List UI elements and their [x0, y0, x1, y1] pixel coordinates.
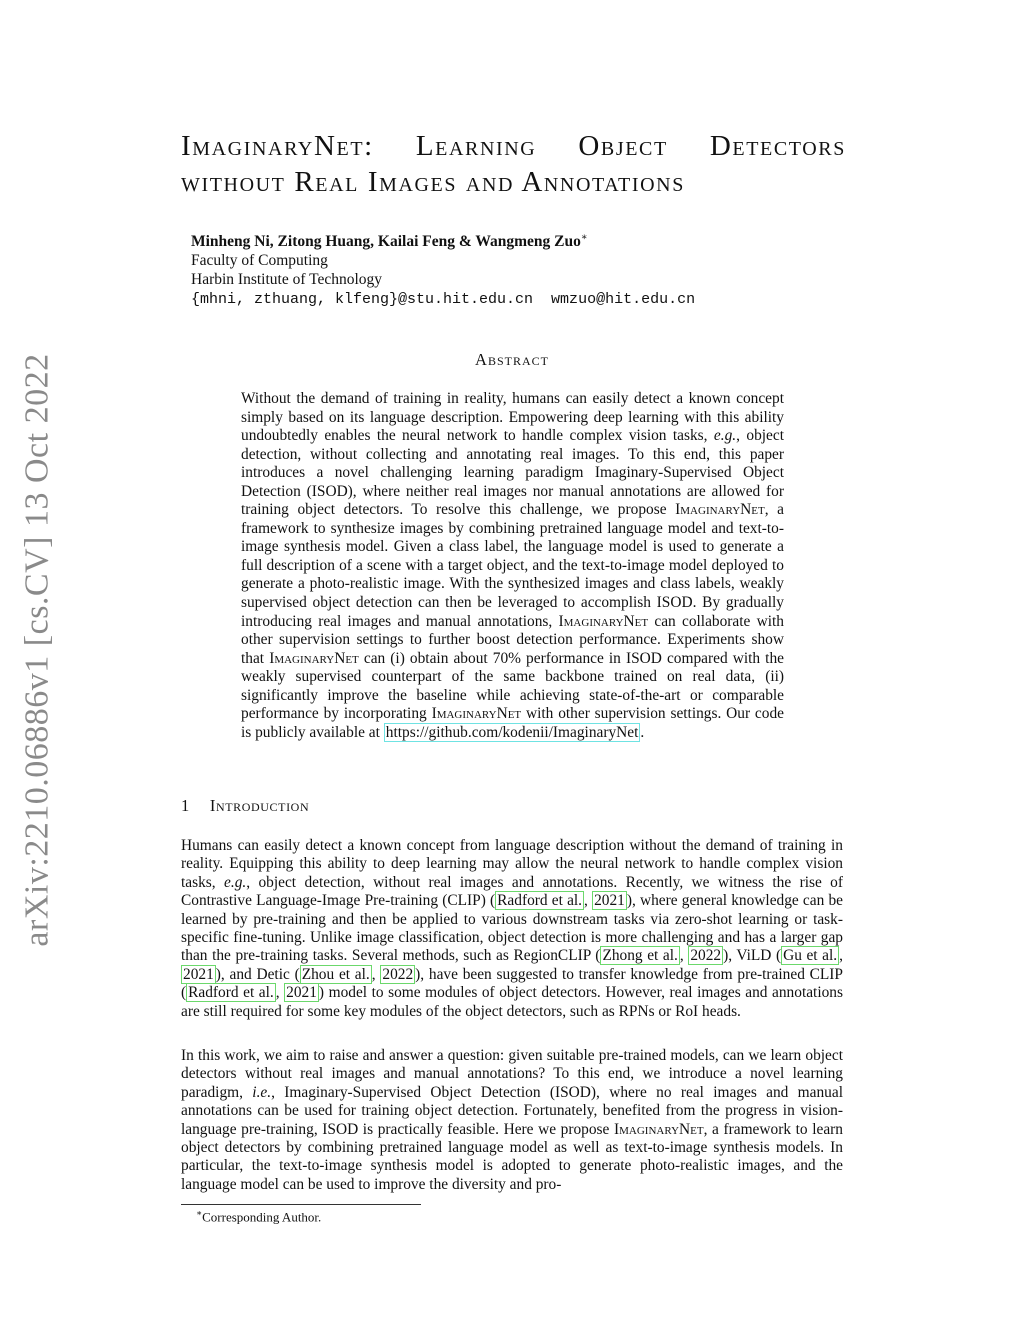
abstract-text: Without the demand of training in reality, humans can easily detect a known concept simply based on its language description. Empowering deep learning with this ability undoubtedly enables the neural network to handle complex vision tasks, e.g., object detection, without collecting and annotating real images. To this end, this paper introduces a novel challenging learning paradigm Imaginary-Supervised Object Detection (ISOD), where neither real images nor manual annotations are allowed for training object detectors. To resolve this challenge, we propose ImaginaryNet, a framework to synthesize images by combining pretrained language model and text-to-image synthesis model. Given a class label, the language model is used to generate a full description of a scene with a target object, and the text-to-image model deployed to generate a photo-realistic image. With the synthesized images and class labels, weakly supervised object detection can then be leveraged to accomplish ISOD. By gradually introducing real images and manual annotations, ImaginaryNet can collaborate with other supervision settings to further boost detection performance. Experiments show that ImaginaryNet can (i) obtain about 70% performance in ISOD compared with the weakly supervised counterpart of the same backbone trained on real data, (ii) significantly improve the baseline while achieving state-of-the-art or comparable performance by incorporating ImaginaryNet with other supervision settings. Our code is publicly available at https://github.com/kodenii/ImaginaryNet .	[241, 390, 785, 741]
arxiv-id: arXiv:2210.06886v1 [cs.CV] 13 Oct 2022	[19, 353, 56, 947]
citation-link[interactable]: Gu et al.	[783, 947, 838, 965]
intro-paragraph-1: Humans can easily detect a known concept from language description without the demand of training in reality. Equipping this ability to deep learning may allow the neural network to handle complex vision tasks, e.g., object detection, without real images and annotations. Recently, we witness the rise of Contrastive Language-Image Pre-training (CLIP) ( Radford et al. , 2021 ), where general knowledge can be learned by pre-training and then be applied to various downstream tasks via zero-shot learning or task-specific fine-tuning. Unlike image classification, object detection is more challenging and has a larger gap than the pre-training tasks. Several methods, such as RegionCLIP ( Zhong et al. , 2022 ), ViLD ( Gu et al. , 2021 ), and Detic ( Zhou et al. , 2022 ), have been suggested to transfer knowledge from pre-trained CLIP ( Radford et al. , 2021 ) model to some modules of object detectors. However, real images and annotations are still required for some key modules of the object detectors, such as RPNs or RoI heads.	[181, 837, 843, 1020]
section-number: 1	[181, 796, 190, 815]
intro-paragraph-2: In this work, we aim to raise and answer a question: given suitable pre-trained models, can we learn object detectors without real images and manual annotations? To this end, we introduce a novel learning paradigm, i.e., Imaginary-Supervised Object Detection (ISOD), where no real images and manual annotations can be used for training object detection. Fortunately, benefited from the progress in vision-language pre-training, ISOD is practically feasible. Here we propose ImaginaryNet, a framework to learn object detectors by combining pretrained language model as well as text-to-image synthesis models. In particular, the text-to-image synthesis model is adopted to generate photo-realistic images, and the language model can be used to improve the diversity and pro-	[181, 1047, 843, 1193]
citation-link[interactable]: Zhou et al.	[301, 965, 370, 983]
method-name: ImaginaryNet	[431, 705, 522, 723]
citation-link[interactable]: Zhong et al.	[602, 947, 678, 965]
method-name: ImaginaryNet	[675, 501, 765, 519]
citation-year-link[interactable]: 2021	[183, 965, 214, 983]
citation-year-link[interactable]: 2022	[690, 947, 722, 965]
citation-year-link[interactable]: 2021	[286, 984, 317, 1002]
author-institute: Harbin Institute of Technology	[191, 271, 383, 289]
footnote-text: Corresponding Author.	[202, 1209, 322, 1225]
method-name: ImaginaryNet	[614, 1120, 704, 1138]
section-title: Introduction	[209, 796, 310, 815]
title-word: Learning	[415, 130, 537, 162]
method-name: ImaginaryNet	[558, 612, 649, 630]
author-names: Minheng Ni, Zitong Huang, Kailai Feng & Wangmeng Zuo∗	[191, 232, 588, 251]
citation-year-link[interactable]: 2021	[594, 892, 625, 910]
author-emails: {mhni, zthuang, klfeng}@stu.hit.edu.cn wmzuo@hit.edu.cn	[191, 291, 696, 309]
title-line-1	[181, 128, 846, 164]
abbrev-eg: e.g.	[713, 427, 737, 445]
author-block	[191, 228, 695, 309]
method-name: ImaginaryNet	[269, 649, 359, 667]
citation-link[interactable]: Radford et al.	[497, 892, 583, 910]
corresponding-marker: ∗	[580, 232, 588, 243]
title-word: ImaginaryNet:	[181, 130, 374, 162]
arxiv-stamp	[8, 355, 68, 945]
title-word: Object	[578, 130, 668, 162]
title-word: Detectors	[709, 130, 846, 162]
author-department: Faculty of Computing	[191, 252, 328, 270]
title-line-2: without Real Images and Annotations	[181, 166, 685, 198]
footnote-rule	[181, 1204, 421, 1205]
citation-link[interactable]: Radford et al.	[188, 984, 274, 1002]
footnote	[196, 1208, 321, 1225]
abbrev-ie: i.e.	[252, 1083, 272, 1101]
footnote-marker: ∗	[196, 1208, 203, 1218]
abstract-heading: Abstract	[475, 350, 549, 369]
code-url-link[interactable]: https://github.com/kodenii/ImaginaryNet	[385, 723, 639, 741]
citation-year-link[interactable]: 2022	[382, 965, 414, 983]
paper-title	[181, 128, 846, 200]
section-heading	[181, 796, 309, 816]
abbrev-eg: e.g.	[224, 873, 247, 891]
